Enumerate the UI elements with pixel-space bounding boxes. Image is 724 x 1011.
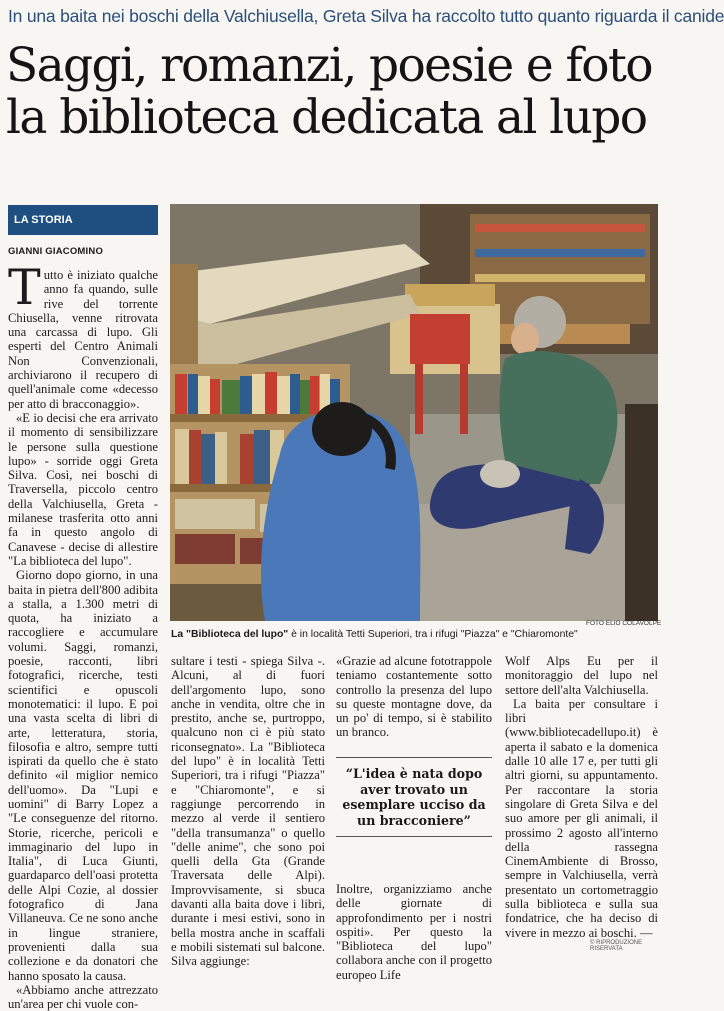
- paragraph: «Abbiamo anche attrezzato un'area per chi vuole con-: [8, 982, 158, 1011]
- paragraph: Giorno dopo giorno, in una baita in pietra dell'800 adibita a stalla, a 1.300 metri di quota, ha iniziato a raccogliere e accumulare volumi. Saggi, romanzi, poesie, racconti, libri fotografici, ricerche, testi scientifici e opuscoli monotematici: il lupo. E poi una vasta scelta di libri di arte, letteratura, storia, filosofia e altro, sempre tutti ispirati da quello che è stato definito «il miglior nemico dell'uomo». Da "Lupi e uomini" di Barry Lopez a "Le conseguenze del ritorno. Storie, ricerche, pericoli e immaginario del lupo in Italia", di Luca Giunti, guardaparco dell'oasi protetta delle Alpi Cozie, al dossier fotografico di Jana Villaneuva. Ce ne sono anche in lingue straniere, provenienti dalla sua collezione e da donatori che hanno sposato la causa.: [8, 568, 158, 983]
- kicker: In una baita nei boschi della Valchiusella, Greta Silva ha raccolto tutto quanto riguarda il canide: [8, 6, 724, 26]
- paragraph: La baita per consultare i libri (www.bibliotecadellupo.it) è aperta il sabato e la domenica dalle 10 alle 17 e, per tutti gli altri giorni, su appuntamento. Per raccontare la storia singolare di Greta Silva e del suo amore per gli animali, il prossimo 2 agosto all'interno della rassegna CinemAmbiente di Brosso, sempre in Valchiusella, verrà presentato un cortometraggio sulla biblioteca e sulla sua fondatrice, che ha deciso di vivere in mezzo ai boschi. —: [505, 696, 658, 940]
- author-byline: GIANNI GIACOMINO: [8, 246, 104, 257]
- article-column-3-continued: Inoltre, organizziamo anche delle giornate di approfondimento per i nostri ospiti». Per questo la "Biblioteca del lupo" collabora anche con il progetto europeo Life: [336, 882, 492, 982]
- photo-caption: [171, 629, 658, 641]
- caption-text: è in località Tetti Superiori, tra i rifugi "Piazza" e "Chiaromonte": [288, 629, 578, 640]
- pull-quote: “L'idea è nata dopo aver trovato un esemplare ucciso da un bracconiere”: [336, 757, 492, 837]
- article-column-1: [8, 259, 158, 1011]
- headline-line-1: Saggi, romanzi, poesie e foto: [6, 38, 652, 93]
- copyright-notice: © RIPRODUZIONE RISERVATA: [590, 940, 643, 952]
- headline: [6, 40, 662, 144]
- paragraph: «Grazie ad alcune fototrappole teniamo costantemente sotto controllo la presenza del lupo su queste montagne dove, da un po' di tempo, si è stabilito un branco.: [336, 654, 492, 740]
- photo-credit: FOTO ELIO COLAVOLPE: [586, 620, 662, 627]
- drop-cap: T: [8, 259, 41, 316]
- section-label: LA STORIA: [8, 205, 158, 235]
- article-column-4: [505, 654, 658, 940]
- paragraph: Wolf Alps Eu per il monitoraggio del lupo nel settore dell'alta Valchiusella.: [505, 654, 658, 697]
- paragraph: Tutto è iniziato qualche anno fa quando, sulle rive del torrente Chiusella, venne ritrovata una carcassa di lupo. Gli esperti del Centro Animali Non Convenzionali, archiviarono il recupero di quell'animale come «decesso per atto di bracconaggio».: [8, 259, 158, 411]
- bookshop-illustration: [170, 204, 658, 621]
- paragraph: sultare i testi - spiega Silva -. Alcuni, al di fuori dell'argomento lupo, sono anche in vendita, oltre che in prestito, anche se, purtroppo, qualcuno non ci è più stato riconsegnato». La "Biblioteca del lupo" è in località Tetti Superiori, tra i rifugi "Piazza" e "Chiaromonte", e si raggiunge percorrendo in mezzo al verde il sentiero "della transumanza" o quello "delle anime", che sono poi quelli della Gta (Grande Traversata delle Alpi). Improvvisamente, si sbuca davanti alla baita dove i libri, durante i mesi estivi, sono in bella mostra anche in scaffali e mobili sistemati sul balcone. Silva aggiunge:: [171, 654, 325, 969]
- article-column-2: [171, 654, 325, 969]
- paragraph: «E io decisi che era arrivato il momento di sensibilizzare le persone sulla questione lupo» - sorride oggi Greta Silva. Così, nei boschi di Traversella, piccolo centro della Valchiusella, Greta - milanese trasferita otto anni fa in questo angolo di Canavese - decise di allestire "La biblioteca del lupo".: [8, 410, 158, 568]
- headline-line-2: la biblioteca dedicata al lupo: [6, 90, 647, 145]
- caption-highlight: La "Biblioteca del lupo": [171, 629, 289, 640]
- article-photo: [170, 204, 658, 621]
